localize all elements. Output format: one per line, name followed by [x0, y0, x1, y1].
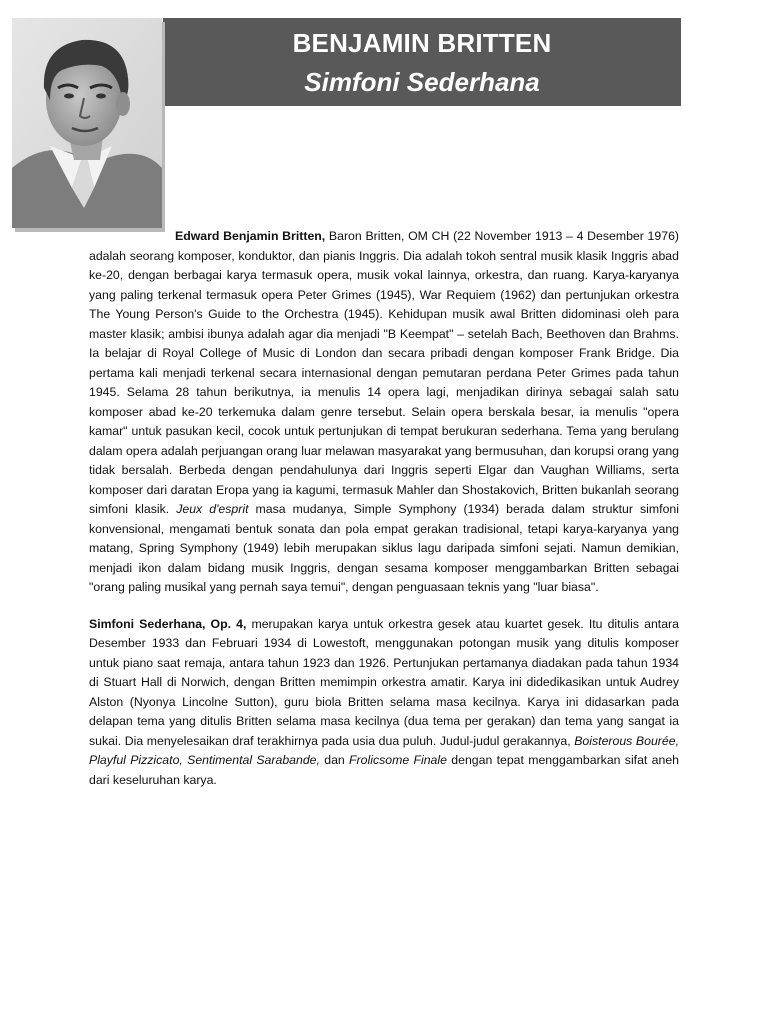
symphony-lead: Simfoni Sederhana, Op. 4,: [89, 616, 247, 631]
portrait-photo: [12, 18, 162, 228]
symphony-text-2: dan: [319, 753, 350, 767]
biography-text-1: Baron Britten, OM CH (22 November 1913 – 4 Desember 1976) adalah seorang komposer, konduktor, dan pianis Inggris. Dia adalah tokoh sentral musik klasik Inggris abad ke-20, dengan berbagai karya termasuk opera, musik vokal lainnya, orkestra, dan ruang. Karya-karyanya yang paling terkenal termasuk opera Peter Grimes (1945), War Requiem (1962) dan pertunjukan orkestra The Young Person's Guide to the Orchestra (1945). Kehidupan musik awal Britten didominasi oleh para master klasik; ambisi ibunya adalah agar dia menjadi "B Keempat" – setelah Bach, Beethoven dan Brahms. Ia belajar di Royal College of Music di London dan secara pribadi dengan komposer Frank Bridge. Dia pertama kali menjadi terkenal secara internasional dengan pemutaran perdana Peter Grimes pada tahun 1945. Selama 28 tahun berikutnya, ia menulis 14 opera lagi, menjadikan dirinya sebagai salah satu komposer abad ke-20 terkemuka dalam genre tersebut. Selain opera berskala besar, ia menulis "opera kamar" untuk pasukan kecil, cocok untuk pertunjukan di tempat berukuran sederhana. Tema yang berulang dalam opera adalah perjuangan orang luar melawan masyarakat yang bermusuhan, dan korupsi orang yang tidak bersalah. Berbeda dengan pendahulunya dari Inggris seperti Elgar dan Vaughan Williams, serta komposer dari daratan Eropa yang ia kagumi, termasuk Mahler dan Shostakovich, Britten bukanlah seorang simfoni klasik.: [89, 229, 680, 516]
biography-lead: Edward Benjamin Britten,: [175, 229, 326, 243]
symphony-finale: Frolicsome Finale: [349, 753, 447, 767]
symphony-movements: Boisterous Bourée, Playful Pizzicato, Sentimental Sarabande,: [89, 733, 679, 767]
symphony-text-3: dengan tepat menggambarkan sifat aneh dari keseluruhan karya.: [89, 753, 679, 787]
biography-text-2: masa mudanya, Simple Symphony (1934) berada dalam struktur simfoni konvensional, mengamati bentuk sonata dan pola empat gerakan tradisional, tetapi karya-karyanya yang matang, Spring Symphony (1949) lebih merupakan siklus lagu daripada simfoni sejati. Namun demikian, menjadi ikon dalam bidang musik Inggris, dengan sesama komposer menggambarkan Britten sebagai "orang paling musikal yang pernah saya temui", dengan penguasaan teknis yang "luar biasa".: [89, 502, 679, 594]
biography-paragraph: [89, 227, 679, 598]
article-body: [89, 227, 679, 807]
biography-italic: Jeux d'esprit: [176, 502, 249, 516]
page-title: BENJAMIN BRITTEN: [292, 28, 552, 58]
symphony-paragraph: [89, 615, 679, 791]
title-banner: [163, 18, 681, 106]
symphony-text-1: merupakan karya untuk orkestra gesek atau kuartet gesek. Itu ditulis antara Desember 1933 dan Februari 1934 di Lowestoft, menggunakan potongan musik yang ditulis komposer untuk piano saat remaja, antara tahun 1923 dan 1926. Pertunjukan pertamanya diadakan pada tahun 1934 di Stuart Hall di Norwich, dengan Britten memimpin orkestra amatir. Karya ini didedikasikan untuk Audrey Alston (Nyonya Lincolne Sutton), guru biola Britten selama masa kecilnya. Karya ini didasarkan pada delapan tema yang ditulis Britten selama masa kecilnya (dua tema per gerakan) dan tema yang sangat ia sukai. Dia menyelesaikan draf terakhirnya pada usia dua puluh. Judul-judul gerakannya,: [89, 616, 679, 748]
page-subtitle: Simfoni Sederhana: [304, 67, 540, 97]
